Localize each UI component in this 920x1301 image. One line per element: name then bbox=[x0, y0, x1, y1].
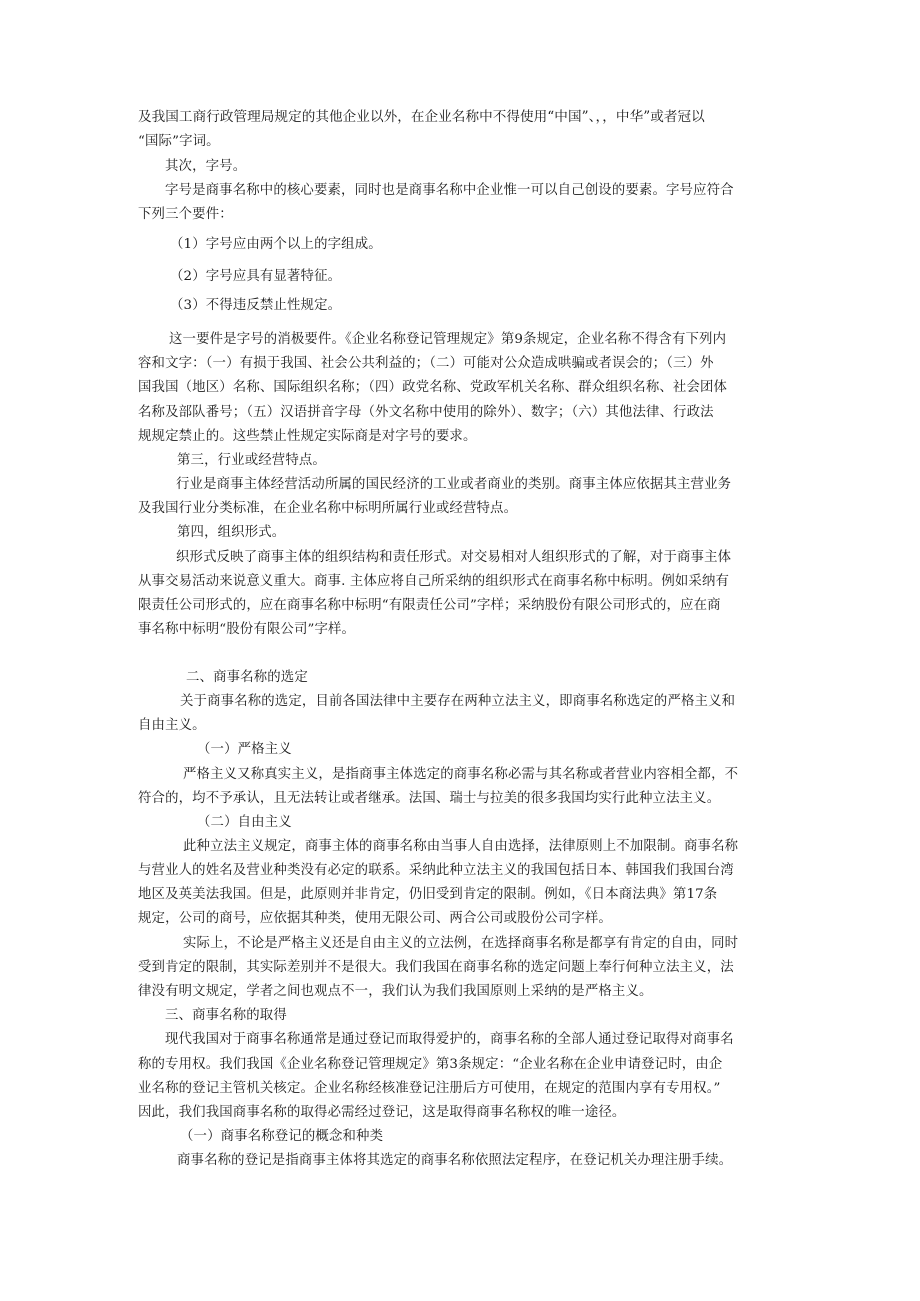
paragraph-line: 行业是商事主体经营活动所属的国民经济的工业或者商业的类别。商事主体应依据其主营业务 bbox=[176, 477, 732, 492]
section-heading: 二、商事名称的选定 bbox=[186, 670, 308, 685]
paragraph-line: 规规定禁止的。这些禁止性规定实际商是对字号的要求。 bbox=[138, 429, 477, 444]
paragraph-line: 现代我国对于商事名称通常是通过登记而取得爱护的，商事名称的全部人通过登记取得对商事名 bbox=[165, 1032, 734, 1047]
subsection-heading: （一）严格主义 bbox=[197, 742, 292, 757]
paragraph-line: 称的专用权。我们我国《企业名称登记管理规定》第3条规定：“企业名称在企业申请登记时，由企 bbox=[138, 1057, 723, 1072]
paragraph-line: 其次，字号。 bbox=[165, 159, 247, 174]
paragraph-line: 关于商事名称的选定，目前各国法律中主要存在两种立法主义，即商事名称选定的严格主义和 bbox=[180, 694, 736, 709]
paragraph-line: 容和文字：（一）有损于我国、社会公共利益的；（二）可能对公众造成哄骗或者误会的；（三）外 bbox=[138, 356, 714, 371]
paragraph-line: 商事名称的登记是指商事主体将其选定的商事名称依照法定程序，在登记机关办理注册手续。 bbox=[177, 1153, 733, 1168]
paragraph-line: 名称及部队番号；（五）汉语拼音字母（外文名称中使用的除外）、数字；（六）其他法律、行政法 bbox=[138, 405, 714, 420]
subsection-heading: （一）商事名称登记的概念和种类 bbox=[180, 1129, 384, 1144]
paragraph-line: 因此，我们我国商事名称的取得必需经过登记，这是取得商事名称权的唯一途径。 bbox=[138, 1105, 626, 1120]
paragraph-line: 业名称的登记主管机关核定。企业名称经核准登记注册后方可使用，在规定的范围内享有专用权。” bbox=[138, 1081, 721, 1096]
list-item: （1）字号应由两个以上的字组成。 bbox=[170, 237, 382, 252]
paragraph-line: 实际上，不论是严格主义还是自由主义的立法例，在选择商事名称是都享有肯定的自由，同时 bbox=[183, 936, 739, 951]
paragraph-line: 及我国行业分类标准，在企业名称中标明所属行业或经营特点。 bbox=[138, 501, 518, 516]
paragraph-line: 严格主义又称真实主义，是指商事主体选定的商事名称必需与其名称或者营业内容相全都，不 bbox=[183, 767, 739, 782]
paragraph-line: 自由主义。 bbox=[138, 718, 206, 733]
list-item: （3）不得违反禁止性规定。 bbox=[170, 298, 342, 313]
paragraph-line: 下列三个要件： bbox=[138, 207, 233, 222]
paragraph-line: 符合的，均不予承认，且无法转让或者继承。法国、瑞士与拉美的很多我国均实行此种立法主义。 bbox=[138, 791, 721, 806]
paragraph-line: 第三，行业或经营特点。 bbox=[177, 453, 326, 468]
subsection-heading: （二）自由主义 bbox=[197, 815, 292, 830]
list-item: （2）字号应具有显著特征。 bbox=[170, 269, 342, 284]
paragraph-line: 国我国（地区）名称、国际组织名称；（四）政党名称、党政军机关名称、群众组织名称、社会团体 bbox=[138, 380, 728, 395]
paragraph-line: 受到肯定的限制，其实际差别并不是很大。我们我国在商事名称的选定问题上奉行何种立法主义，法 bbox=[138, 960, 734, 975]
paragraph-line: 字号是商事名称中的核心要素，同时也是商事名称中企业惟一可以自己创设的要素。字号应符合 bbox=[165, 183, 734, 198]
paragraph-line: 第四，组织形式。 bbox=[177, 525, 286, 540]
paragraph-line: 从事交易活动来说意义重大。商事. 主体应将自己所采纳的组织形式在商事名称中标明。例如采纳有 bbox=[138, 574, 730, 589]
paragraph-line: 及我国工商行政管理局规定的其他企业以外，在企业名称中不得使用“中国”、，，中华”或者冠以 bbox=[138, 109, 705, 125]
paragraph-line: 事名称中标明“股份有限公司”字样。 bbox=[138, 622, 356, 637]
paragraph-line: “国际”字词。 bbox=[138, 134, 220, 149]
paragraph-line: 地区及英美法我国。但是，此原则并非肯定，仍旧受到肯定的限制。例如，《日本商法典》第17条 bbox=[138, 887, 718, 902]
section-heading: 三、商事名称的取得 bbox=[165, 1008, 287, 1023]
paragraph-line: 与营业人的姓名及营业种类没有必定的联系。采纳此种立法主义的我国包括日本、韩国我们我国台湾 bbox=[138, 863, 734, 878]
paragraph-line: 织形式反映了商事主体的组织结构和责任形式。对交易相对人组织形式的了解，对于商事主体 bbox=[176, 550, 732, 565]
paragraph-line: 这一要件是字号的消极要件。《企业名称登记管理规定》第9条规定，企业名称不得含有下列内 bbox=[169, 332, 727, 347]
paragraph-line: 限责任公司形式的，应在商事名称中标明“有限责任公司”字样；采纳股份有限公司形式的，应在商 bbox=[138, 598, 721, 613]
paragraph-line: 规定，公司的商号，应依据其种类，使用无限公司、两合公司或股份公司字样。 bbox=[138, 911, 612, 926]
paragraph-line: 此种立法主义规定，商事主体的商事名称由当事人自由选择，法律原则上不加限制。商事名称 bbox=[183, 839, 739, 854]
paragraph-line: 律没有明文规定，学者之间也观点不一，我们认为我们我国原则上采纳的是严格主义。 bbox=[138, 984, 653, 999]
